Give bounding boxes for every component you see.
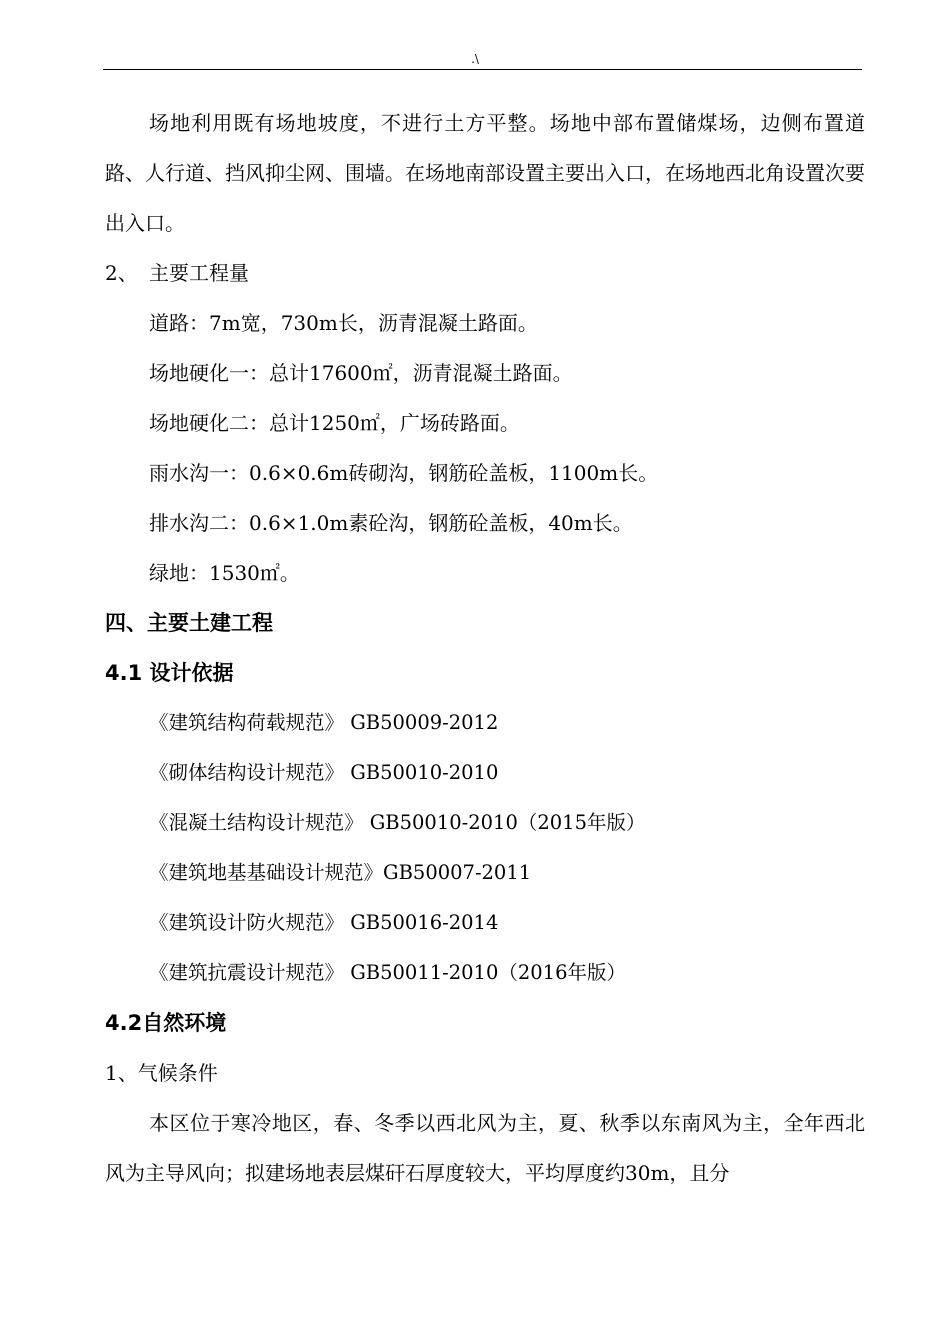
quantity-item-rain-ditch: 雨水沟一：0.6×0.6m砖砌沟，钢筋砼盖板，1100m长。: [149, 461, 659, 485]
quantity-item-green: 绿地：1530㎡。: [149, 561, 300, 585]
page-header-mark: .\: [471, 52, 479, 66]
quantity-item-hardening-1: 场地硬化一：总计17600㎡，沥青混凝土路面。: [149, 361, 573, 385]
reference-item: 《建筑结构荷载规范》 GB50009-2012: [149, 711, 499, 734]
document-body: [105, 98, 865, 1198]
section-2-number: 2、: [105, 261, 138, 285]
section-2-title: 主要工程量: [149, 261, 249, 285]
section-4-1-heading: 4.1 设计依据: [105, 661, 234, 685]
reference-item: 《建筑地基基础设计规范》GB50007-2011: [149, 861, 532, 884]
section-4-heading: 四、主要土建工程: [105, 611, 273, 635]
quantity-item-drain-ditch: 排水沟二：0.6×1.0m素砼沟，钢筋砼盖板，40m长。: [149, 511, 633, 535]
section-2-heading: [105, 248, 865, 298]
climate-heading: 1、气候条件: [105, 1061, 218, 1085]
intro-paragraph: 场地利用既有场地坡度，不进行土方平整。场地中部布置储煤场，边侧布置道路、人行道、挡风抑尘网、围墙。在场地南部设置主要出入口，在场地西北角设置次要出入口。: [105, 111, 865, 235]
reference-item: 《建筑设计防火规范》 GB50016-2014: [149, 911, 499, 934]
header-rule: [103, 69, 862, 70]
reference-item: 《砌体结构设计规范》 GB50010-2010: [149, 761, 499, 784]
reference-item: 《混凝土结构设计规范》 GB50010-2010（2015年版）: [149, 811, 646, 834]
climate-paragraph: 本区位于寒冷地区，春、冬季以西北风为主，夏、秋季以东南风为主，全年西北风为主导风向；拟建场地表层煤矸石厚度较大，平均厚度约30m，且分: [105, 1111, 865, 1185]
quantity-item-hardening-2: 场地硬化二：总计1250㎡，广场砖路面。: [149, 411, 520, 435]
quantity-item-road: 道路：7m宽，730m长，沥青混凝土路面。: [149, 311, 538, 335]
reference-item: 《建筑抗震设计规范》 GB50011-2010（2016年版）: [149, 961, 626, 984]
section-4-2-heading: 4.2自然环境: [105, 1011, 227, 1035]
